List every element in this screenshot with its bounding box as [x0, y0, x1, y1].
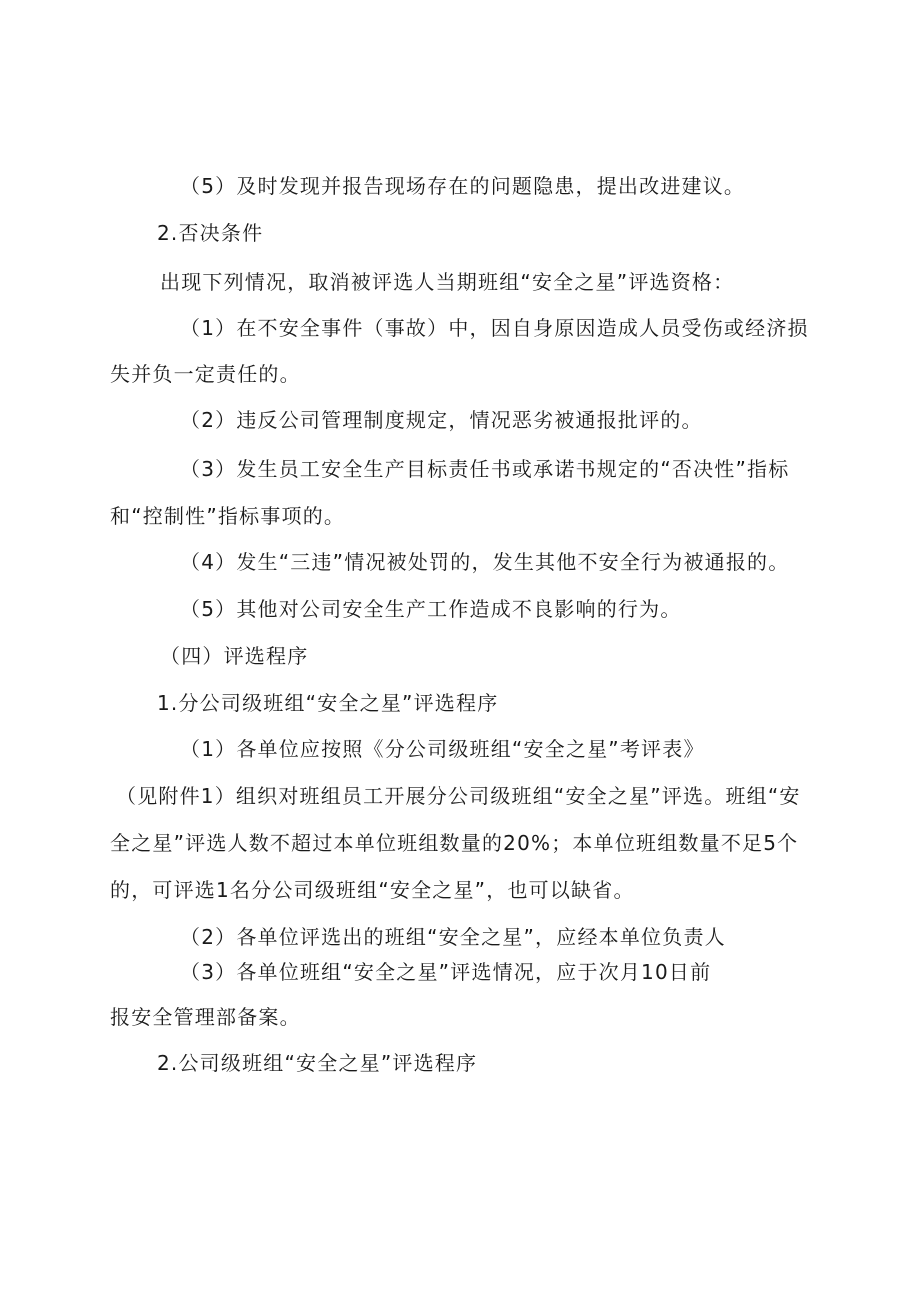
section-heading-veto-conditions: 2.否决条件 — [157, 221, 264, 245]
paragraph-branch-item-1-cont-a: （见附件1）组织对班组员工开展分公司级班组“安全之星”评选。班组“安 — [116, 784, 801, 808]
paragraph-veto-item-3: （3）发生员工安全生产目标责任书或承诺书规定的“否决性”指标 — [180, 457, 790, 481]
paragraph-branch-item-2: （2）各单位评选出的班组“安全之星”，应经本单位负责人 — [180, 925, 726, 949]
subsection-heading-branch-procedure: 1.分公司级班组“安全之星”评选程序 — [157, 691, 499, 715]
paragraph-branch-item-3: （3）各单位班组“安全之星”评选情况，应于次月10日前 — [180, 960, 712, 984]
subsection-heading-company-procedure: 2.公司级班组“安全之星”评选程序 — [157, 1051, 478, 1075]
paragraph-veto-item-1-cont: 失并负一定责任的。 — [110, 362, 301, 386]
paragraph-veto-item-3-cont: 和“控制性”指标事项的。 — [110, 504, 346, 528]
paragraph-item-5-timely-report: （5）及时发现并报告现场存在的问题隐患，提出改进建议。 — [180, 174, 746, 198]
paragraph-branch-item-1-cont-c: 的，可评选1名分公司级班组“安全之星”，也可以缺省。 — [110, 878, 635, 902]
paragraph-veto-intro: 出现下列情况，取消被评选人当期班组“安全之星”评选资格： — [160, 270, 735, 294]
paragraph-veto-item-1: （1）在不安全事件（事故）中，因自身原因造成人员受伤或经济损 — [180, 316, 809, 340]
paragraph-veto-item-4: （4）发生“三违”情况被处罚的，发生其他不安全行为被通报的。 — [180, 550, 790, 574]
paragraph-veto-item-2: （2）违反公司管理制度规定，情况恶劣被通报批评的。 — [180, 408, 703, 432]
paragraph-branch-item-1: （1）各单位应按照《分公司级班组“安全之星”考评表》 — [180, 737, 705, 761]
paragraph-branch-item-3-cont: 报安全管理部备案。 — [110, 1005, 301, 1029]
paragraph-veto-item-5: （5）其他对公司安全生产工作造成不良影响的行为。 — [180, 597, 682, 621]
section-heading-selection-procedure: （四）评选程序 — [160, 644, 309, 668]
paragraph-branch-item-1-cont-b: 全之星”评选人数不超过本单位班组数量的20%；本单位班组数量不足5个 — [110, 831, 799, 855]
